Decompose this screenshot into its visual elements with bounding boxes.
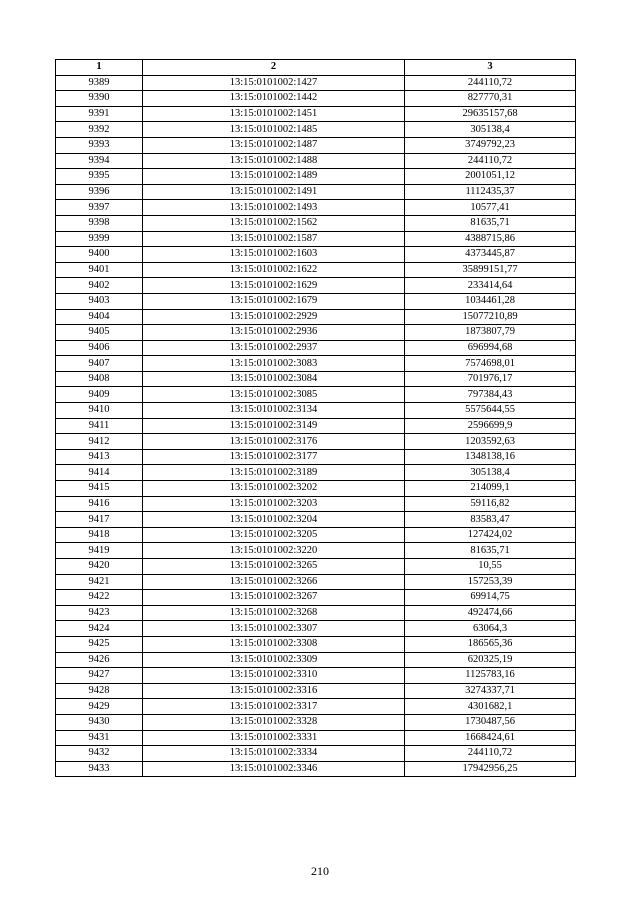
table-row (56, 621, 576, 637)
row-number-cell: 9399 (56, 231, 143, 247)
row-number-cell: 9403 (56, 293, 143, 309)
table-row (56, 340, 576, 356)
row-number-cell: 9433 (56, 761, 143, 777)
cadastral-number-cell: 13:15:0101002:3134 (143, 403, 405, 419)
row-number-cell: 9404 (56, 309, 143, 325)
value-cell: 3274337,71 (405, 683, 576, 699)
row-number-cell: 9390 (56, 91, 143, 107)
value-cell: 1668424,61 (405, 730, 576, 746)
table-row (56, 512, 576, 528)
value-cell: 69914,75 (405, 590, 576, 606)
value-cell: 827770,31 (405, 91, 576, 107)
table-body (56, 75, 576, 777)
row-number-cell: 9408 (56, 371, 143, 387)
value-cell: 59116,82 (405, 496, 576, 512)
value-cell: 186565,36 (405, 636, 576, 652)
value-cell: 35899151,77 (405, 262, 576, 278)
cadastral-number-cell: 13:15:0101002:1488 (143, 153, 405, 169)
table-row (56, 200, 576, 216)
value-cell: 1873807,79 (405, 325, 576, 341)
row-number-cell: 9419 (56, 543, 143, 559)
table-row (56, 231, 576, 247)
table-row (56, 371, 576, 387)
table-row (56, 293, 576, 309)
value-cell: 305138,4 (405, 465, 576, 481)
row-number-cell: 9405 (56, 325, 143, 341)
table-row (56, 278, 576, 294)
value-cell: 492474,66 (405, 605, 576, 621)
table-row (56, 652, 576, 668)
cadastral-number-cell: 13:15:0101002:1622 (143, 262, 405, 278)
value-cell: 244110,72 (405, 75, 576, 91)
cadastral-number-cell: 13:15:0101002:1487 (143, 137, 405, 153)
table-row (56, 403, 576, 419)
table-row (56, 309, 576, 325)
row-number-cell: 9401 (56, 262, 143, 278)
row-number-cell: 9421 (56, 574, 143, 590)
row-number-cell: 9410 (56, 403, 143, 419)
cadastral-number-cell: 13:15:0101002:1603 (143, 247, 405, 263)
cadastral-number-cell: 13:15:0101002:3266 (143, 574, 405, 590)
table-row (56, 184, 576, 200)
table-row (56, 137, 576, 153)
value-cell: 5575644,55 (405, 403, 576, 419)
cadastral-number-cell: 13:15:0101002:2929 (143, 309, 405, 325)
cadastral-number-cell: 13:15:0101002:1562 (143, 215, 405, 231)
cadastral-number-cell: 13:15:0101002:1587 (143, 231, 405, 247)
value-cell: 2001051,12 (405, 169, 576, 185)
value-cell: 10,55 (405, 559, 576, 575)
value-cell: 305138,4 (405, 122, 576, 138)
row-number-cell: 9417 (56, 512, 143, 528)
cadastral-number-cell: 13:15:0101002:1493 (143, 200, 405, 216)
cadastral-number-cell: 13:15:0101002:3202 (143, 481, 405, 497)
row-number-cell: 9427 (56, 668, 143, 684)
row-number-cell: 9395 (56, 169, 143, 185)
value-cell: 620325,19 (405, 652, 576, 668)
table-row (56, 75, 576, 91)
row-number-cell: 9400 (56, 247, 143, 263)
value-cell: 4301682,1 (405, 699, 576, 715)
value-cell: 696994,68 (405, 340, 576, 356)
cadastral-number-cell: 13:15:0101002:2937 (143, 340, 405, 356)
table-row (56, 590, 576, 606)
row-number-cell: 9424 (56, 621, 143, 637)
value-cell: 81635,71 (405, 215, 576, 231)
cadastral-number-cell: 13:15:0101002:3205 (143, 527, 405, 543)
table-row (56, 605, 576, 621)
row-number-cell: 9425 (56, 636, 143, 652)
cadastral-number-cell: 13:15:0101002:1442 (143, 91, 405, 107)
value-cell: 1730487,56 (405, 714, 576, 730)
table-row (56, 325, 576, 341)
row-number-cell: 9432 (56, 746, 143, 762)
row-number-cell: 9418 (56, 527, 143, 543)
cadastral-number-cell: 13:15:0101002:1427 (143, 75, 405, 91)
value-cell: 157253,39 (405, 574, 576, 590)
value-cell: 701976,17 (405, 371, 576, 387)
cadastral-number-cell: 13:15:0101002:3177 (143, 449, 405, 465)
column-header-1: 1 (56, 60, 143, 76)
table-row (56, 730, 576, 746)
row-number-cell: 9407 (56, 356, 143, 372)
table-row (56, 714, 576, 730)
value-cell: 83583,47 (405, 512, 576, 528)
cadastral-number-cell: 13:15:0101002:3220 (143, 543, 405, 559)
row-number-cell: 9430 (56, 714, 143, 730)
cadastral-number-cell: 13:15:0101002:3267 (143, 590, 405, 606)
cadastral-number-cell: 13:15:0101002:3268 (143, 605, 405, 621)
row-number-cell: 9393 (56, 137, 143, 153)
row-number-cell: 9409 (56, 387, 143, 403)
value-cell: 15077210,89 (405, 309, 576, 325)
cadastral-number-cell: 13:15:0101002:3309 (143, 652, 405, 668)
table-row (56, 668, 576, 684)
data-table (55, 59, 576, 777)
value-cell: 1348138,16 (405, 449, 576, 465)
value-cell: 797384,43 (405, 387, 576, 403)
row-number-cell: 9391 (56, 106, 143, 122)
row-number-cell: 9422 (56, 590, 143, 606)
cadastral-number-cell: 13:15:0101002:1679 (143, 293, 405, 309)
table-row (56, 215, 576, 231)
value-cell: 244110,72 (405, 746, 576, 762)
table-row (56, 496, 576, 512)
cadastral-number-cell: 13:15:0101002:3149 (143, 418, 405, 434)
page-number: 210 (311, 864, 329, 878)
row-number-cell: 9415 (56, 481, 143, 497)
cadastral-number-cell: 13:15:0101002:3331 (143, 730, 405, 746)
value-cell: 10577,41 (405, 200, 576, 216)
table-row (56, 356, 576, 372)
cadastral-number-cell: 13:15:0101002:1491 (143, 184, 405, 200)
cadastral-number-cell: 13:15:0101002:3085 (143, 387, 405, 403)
row-number-cell: 9426 (56, 652, 143, 668)
value-cell: 2596699,9 (405, 418, 576, 434)
cadastral-number-cell: 13:15:0101002:3176 (143, 434, 405, 450)
cadastral-number-cell: 13:15:0101002:3328 (143, 714, 405, 730)
value-cell: 3749792,23 (405, 137, 576, 153)
column-header-2: 2 (143, 60, 405, 76)
table-row (56, 418, 576, 434)
table-row (56, 465, 576, 481)
table-row (56, 746, 576, 762)
table-row (56, 106, 576, 122)
row-number-cell: 9396 (56, 184, 143, 200)
row-number-cell: 9398 (56, 215, 143, 231)
cadastral-number-cell: 13:15:0101002:1489 (143, 169, 405, 185)
table-row (56, 434, 576, 450)
row-number-cell: 9392 (56, 122, 143, 138)
value-cell: 4388715,86 (405, 231, 576, 247)
table-row (56, 527, 576, 543)
cadastral-number-cell: 13:15:0101002:3265 (143, 559, 405, 575)
row-number-cell: 9423 (56, 605, 143, 621)
row-number-cell: 9406 (56, 340, 143, 356)
cadastral-number-cell: 13:15:0101002:3334 (143, 746, 405, 762)
cadastral-number-cell: 13:15:0101002:1629 (143, 278, 405, 294)
cadastral-number-cell: 13:15:0101002:3204 (143, 512, 405, 528)
table-row (56, 636, 576, 652)
value-cell: 1203592,63 (405, 434, 576, 450)
value-cell: 4373445,87 (405, 247, 576, 263)
table-row (56, 699, 576, 715)
cadastral-number-cell: 13:15:0101002:3308 (143, 636, 405, 652)
cadastral-number-cell: 13:15:0101002:3307 (143, 621, 405, 637)
table-row (56, 153, 576, 169)
table-row (56, 449, 576, 465)
value-cell: 81635,71 (405, 543, 576, 559)
cadastral-number-cell: 13:15:0101002:3203 (143, 496, 405, 512)
row-number-cell: 9402 (56, 278, 143, 294)
cadastral-number-cell: 13:15:0101002:3316 (143, 683, 405, 699)
value-cell: 214099,1 (405, 481, 576, 497)
value-cell: 127424,02 (405, 527, 576, 543)
table-row (56, 761, 576, 777)
table-row (56, 247, 576, 263)
value-cell: 1125783,16 (405, 668, 576, 684)
row-number-cell: 9413 (56, 449, 143, 465)
row-number-cell: 9420 (56, 559, 143, 575)
cadastral-number-cell: 13:15:0101002:3317 (143, 699, 405, 715)
cadastral-number-cell: 13:15:0101002:2936 (143, 325, 405, 341)
table-row (56, 683, 576, 699)
row-number-cell: 9394 (56, 153, 143, 169)
table-header-row (56, 60, 576, 76)
value-cell: 1034461,28 (405, 293, 576, 309)
table-row (56, 122, 576, 138)
table-row (56, 543, 576, 559)
row-number-cell: 9414 (56, 465, 143, 481)
row-number-cell: 9411 (56, 418, 143, 434)
value-cell: 17942956,25 (405, 761, 576, 777)
table-row (56, 91, 576, 107)
value-cell: 63064,3 (405, 621, 576, 637)
cadastral-number-cell: 13:15:0101002:3346 (143, 761, 405, 777)
row-number-cell: 9428 (56, 683, 143, 699)
cadastral-number-cell: 13:15:0101002:3189 (143, 465, 405, 481)
column-header-3: 3 (405, 60, 576, 76)
row-number-cell: 9429 (56, 699, 143, 715)
value-cell: 244110,72 (405, 153, 576, 169)
table-row (56, 481, 576, 497)
row-number-cell: 9412 (56, 434, 143, 450)
value-cell: 233414,64 (405, 278, 576, 294)
value-cell: 1112435,37 (405, 184, 576, 200)
cadastral-number-cell: 13:15:0101002:1485 (143, 122, 405, 138)
table-row (56, 559, 576, 575)
table-row (56, 169, 576, 185)
row-number-cell: 9389 (56, 75, 143, 91)
row-number-cell: 9431 (56, 730, 143, 746)
row-number-cell: 9416 (56, 496, 143, 512)
table-row (56, 262, 576, 278)
cadastral-number-cell: 13:15:0101002:3083 (143, 356, 405, 372)
table-row (56, 574, 576, 590)
value-cell: 29635157,68 (405, 106, 576, 122)
value-cell: 7574698,01 (405, 356, 576, 372)
table-row (56, 387, 576, 403)
cadastral-number-cell: 13:15:0101002:1451 (143, 106, 405, 122)
cadastral-number-cell: 13:15:0101002:3310 (143, 668, 405, 684)
cadastral-number-cell: 13:15:0101002:3084 (143, 371, 405, 387)
row-number-cell: 9397 (56, 200, 143, 216)
